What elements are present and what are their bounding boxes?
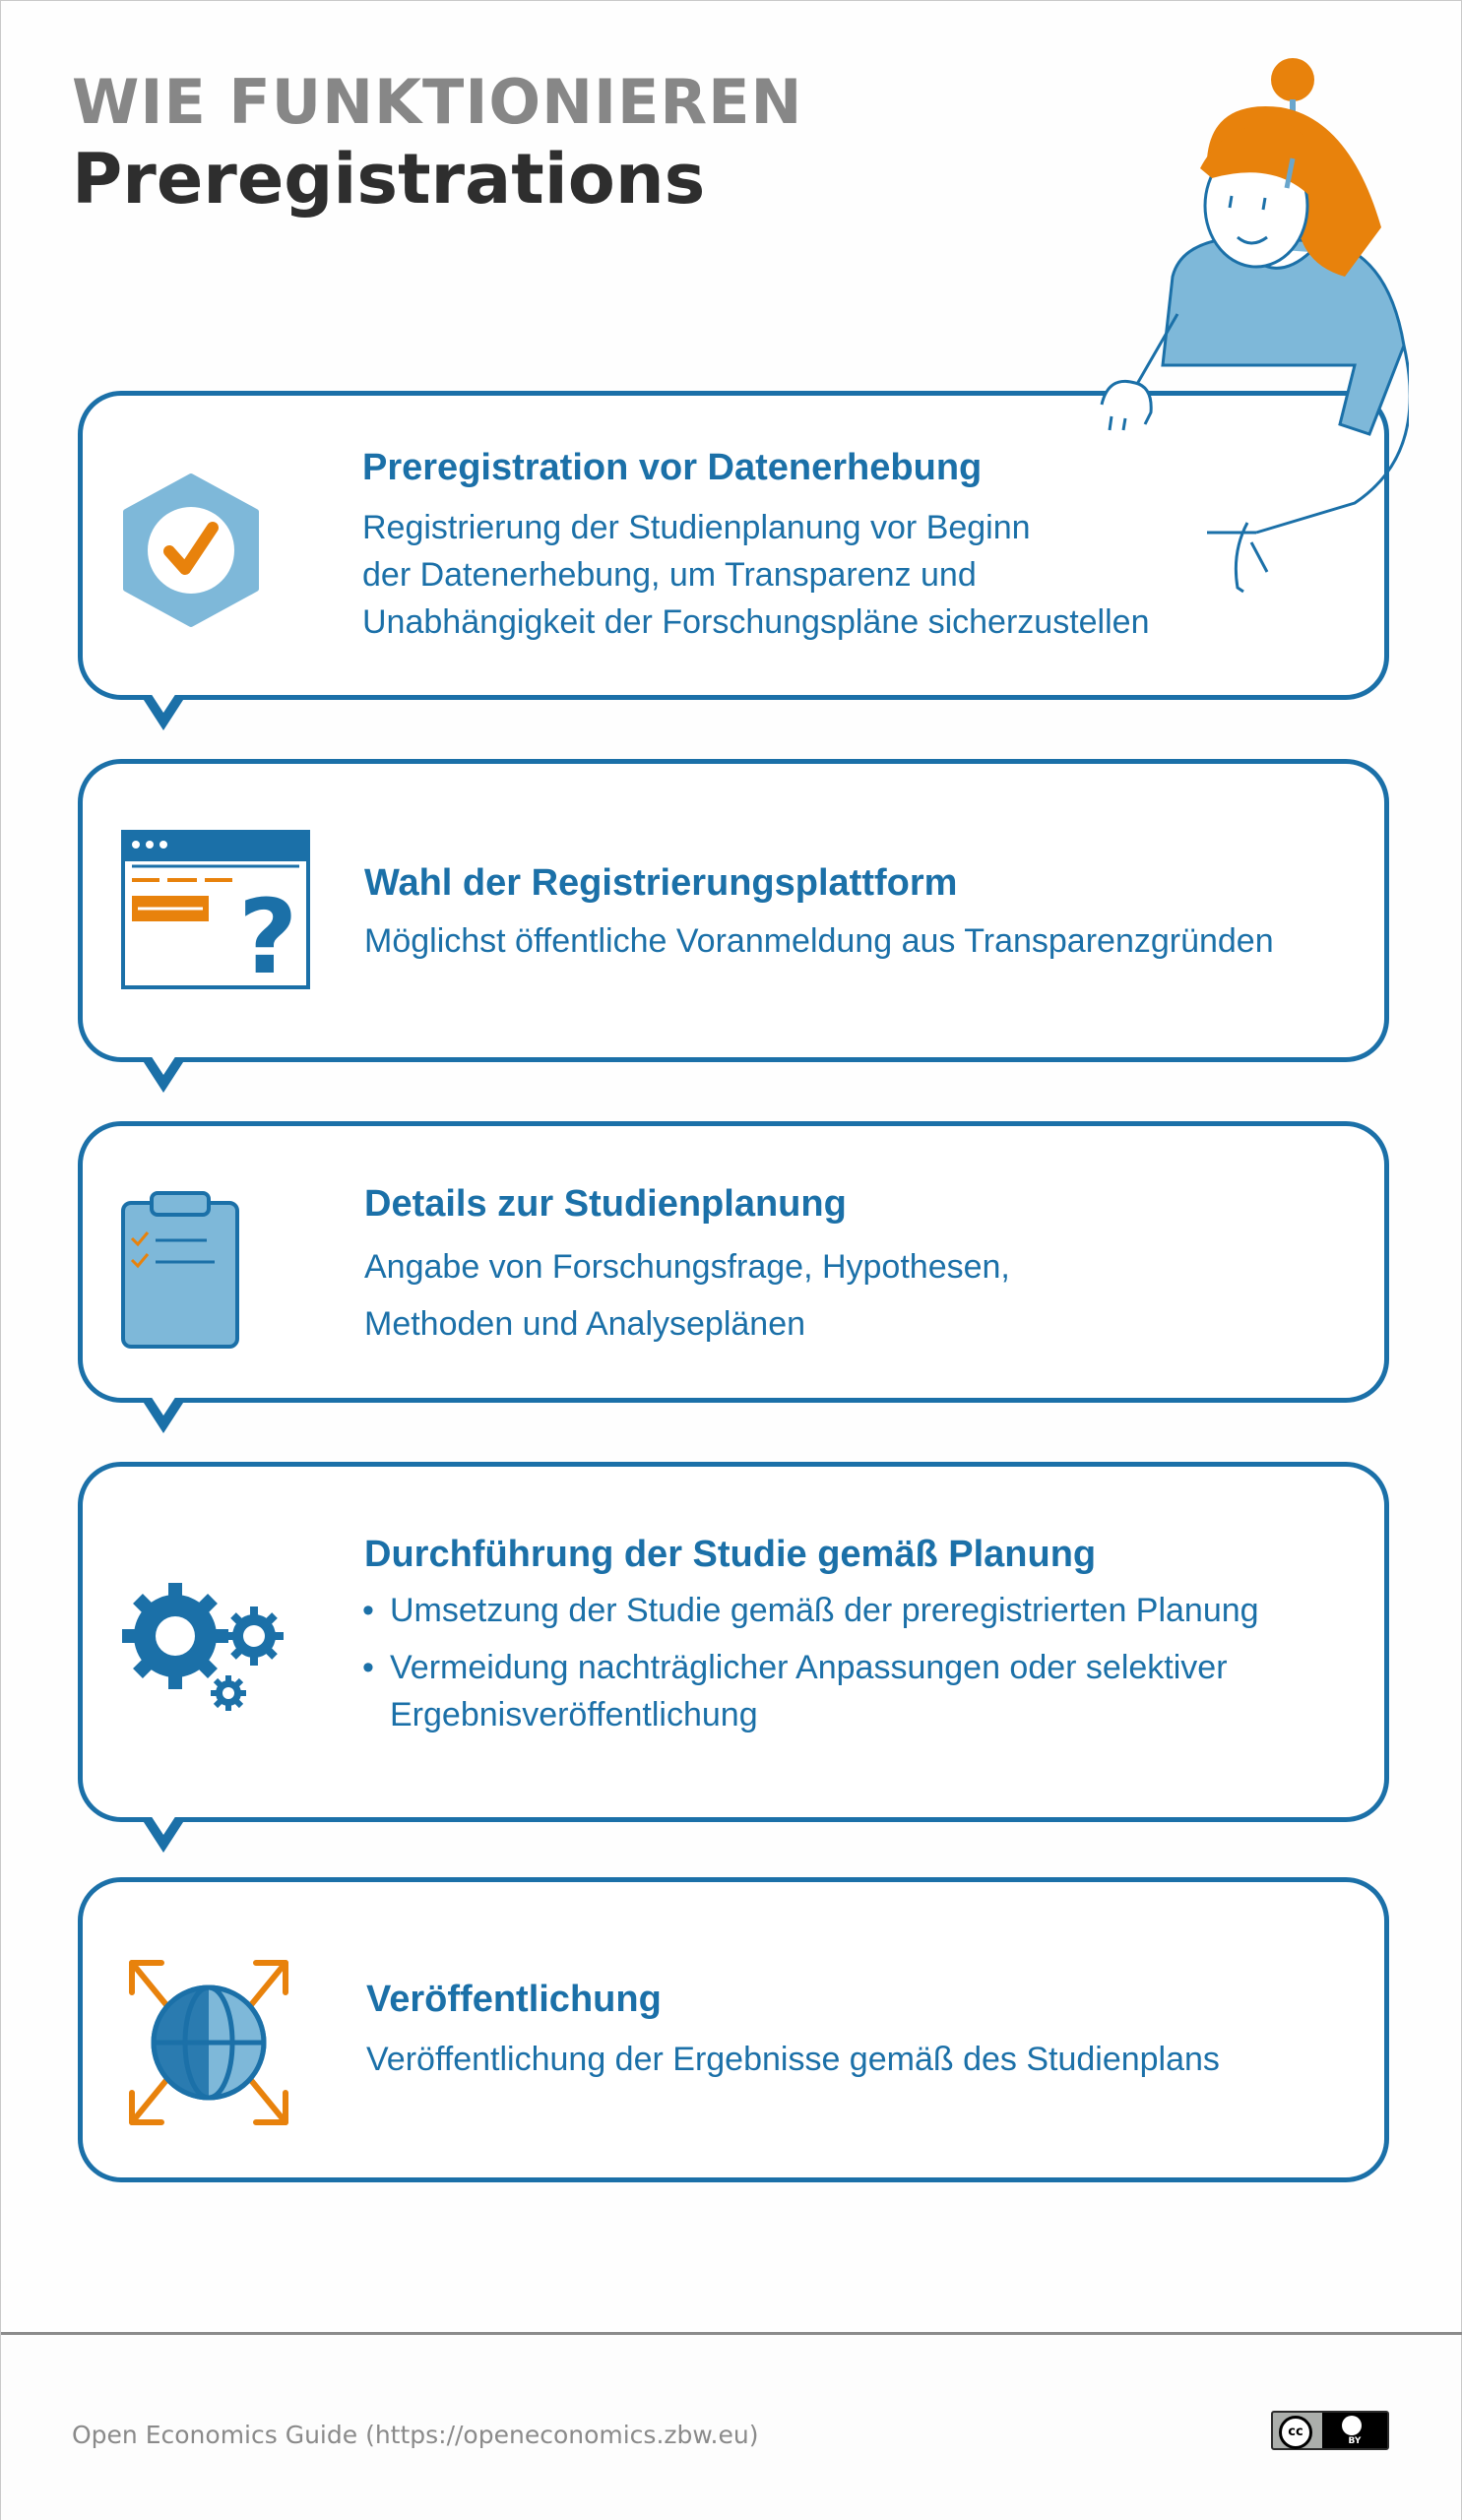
step-title: Durchführung der Studie gemäß Planung — [364, 1534, 1097, 1575]
step-title: Wahl der Registrierungsplattform — [364, 862, 958, 904]
speech-pointer — [142, 1059, 185, 1093]
speech-pointer — [142, 1400, 185, 1433]
person-icon — [1342, 2416, 1362, 2435]
svg-text:?: ? — [238, 877, 298, 992]
header-title-line1: WIE FUNKTIONIEREN — [72, 66, 803, 138]
header-title-line2: Preregistrations — [72, 139, 706, 220]
step-bullet-list — [362, 1587, 1367, 1748]
footer-source: Open Economics Guide (https://openeconomics.zbw.eu) — [72, 2421, 759, 2449]
step-card-execution — [78, 1462, 1389, 1822]
globe-arrows-icon — [120, 1951, 297, 2134]
speech-pointer — [142, 697, 185, 730]
step-card-details — [78, 1121, 1389, 1403]
step-title: Preregistration vor Datenerhebung — [362, 447, 983, 488]
step-title: Details zur Studienplanung — [364, 1183, 847, 1225]
checkmark-hexagon-icon — [120, 472, 262, 628]
bullet-item: • Umsetzung der Studie gemäß der preregistrierten Planung — [362, 1587, 1367, 1634]
speech-pointer — [142, 1819, 185, 1853]
gears-icon — [120, 1579, 293, 1713]
step-card-publication — [78, 1877, 1389, 2182]
bullet-item: • Vermeidung nachträglicher Anpassungen oder selektiver Ergebnisveröffentlichung — [362, 1644, 1367, 1738]
woman-character-illustration — [1015, 40, 1409, 621]
step-title: Veröffentlichung — [366, 1979, 662, 2020]
step-description: Veröffentlichung der Ergebnisse gemäß des Studienplans — [366, 2041, 1220, 2078]
clipboard-checklist-icon — [120, 1189, 242, 1351]
by-icon: BY — [1322, 2413, 1387, 2448]
step-description: Möglichst öffentliche Voranmeldung aus Transparenzgründen — [364, 922, 1274, 960]
step-card-platform — [78, 759, 1389, 1062]
step-description: Angabe von Forschungsfrage, Hypothesen, Methoden und Analyseplänen — [364, 1248, 1010, 1343]
step-description: Registrierung der Studienplanung vor Beginn der Datenerhebung, um Transparenz und Unabhängigkeit der Forschungspläne sicherzustellen — [362, 509, 1150, 641]
cc-icon: cc — [1279, 2416, 1312, 2449]
cc-by-license-badge — [1271, 2411, 1389, 2450]
browser-window-question-icon — [120, 829, 313, 992]
